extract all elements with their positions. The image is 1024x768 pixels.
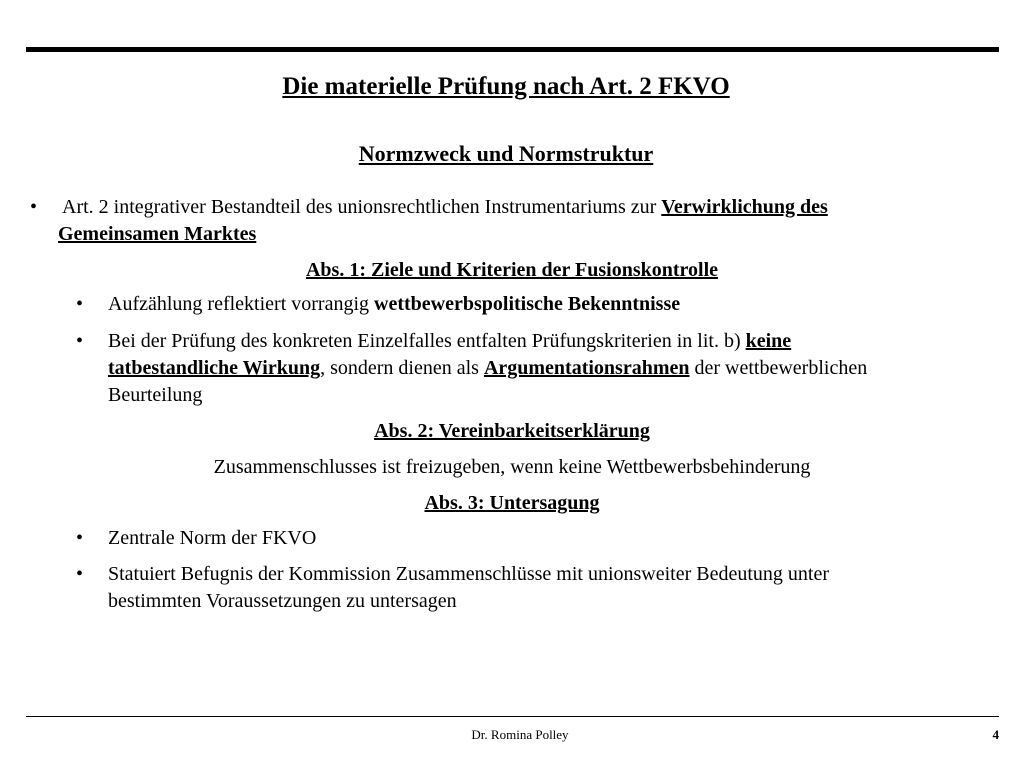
abs3-bullet-item-1 — [76, 525, 996, 552]
slide-subtitle: Normzweck und Normstruktur — [358, 141, 654, 166]
bullet-icon: • — [76, 293, 84, 315]
intro-emphasis-1: Verwirklichung des — [661, 196, 828, 218]
abs3-item1-text: Zentrale Norm der FKVO — [108, 527, 317, 549]
slide-title: Die materielle Prüfung nach Art. 2 FKVO — [282, 73, 730, 100]
abs2-text: Zusammenschlusses ist freizugeben, wenn keine Wettbewerbsbehinderung — [213, 456, 811, 478]
bullet-icon: • — [76, 330, 84, 352]
abs3-heading: Abs. 3: Untersagung — [424, 492, 600, 514]
abs1-item2-text-a: Bei der Prüfung des konkreten Einzelfalles entfalten Prüfungskriterien in lit. b) — [108, 330, 746, 352]
intro-text: Art. 2 integrativer Bestandteil des unionsrechtlichen Instrumentariums zur — [62, 196, 662, 218]
abs3-item2-line2: bestimmten Voraussetzungen zu untersagen — [108, 590, 457, 612]
abs1-bullet-text-2 — [76, 328, 996, 409]
abs1-item2-text-d: Beurteilung — [108, 384, 203, 406]
abs1-item1-text: Aufzählung reflektiert vorrangig — [108, 293, 375, 315]
intro-bullet-item — [26, 194, 986, 248]
footer-author: Dr. Romina Polley — [471, 727, 569, 742]
abs2-heading: Abs. 2: Vereinbarkeitserklärung — [374, 420, 650, 442]
intro-bullet-text — [26, 194, 986, 248]
top-divider — [26, 47, 999, 52]
abs3-bullet-item-2 — [76, 561, 996, 615]
abs1-bullet-text-1 — [76, 291, 996, 318]
intro-emphasis-2: Gemeinsamen Marktes — [58, 223, 257, 245]
abs1-item2-emphasis-a1: keine — [745, 330, 792, 352]
abs1-bullet-item-2 — [76, 328, 996, 409]
abs1-heading: Abs. 1: Ziele und Kriterien der Fusionskontrolle — [305, 259, 719, 281]
abs1-item1-emphasis: wettbewerbspolitische Bekenntnisse — [374, 293, 681, 315]
footer-divider — [26, 716, 999, 717]
bullet-icon: • — [76, 527, 84, 549]
abs1-item2-emphasis-b: Argumentationsrahmen — [483, 357, 690, 379]
abs1-item2-emphasis-a2: tatbestandliche Wirkung — [108, 357, 321, 379]
abs3-item2-line1: Statuiert Befugnis der Kommission Zusammenschlüsse mit unionsweiter Bedeutung unter — [108, 563, 830, 585]
page-number: 4 — [992, 727, 999, 742]
abs1-item2-text-c: der wettbewerblichen — [689, 357, 868, 379]
abs1-bullet-item-1 — [76, 291, 996, 318]
abs3-bullet-text-2 — [76, 561, 996, 615]
bullet-icon: • — [76, 563, 84, 585]
abs1-item2-text-b: , sondern dienen als — [320, 357, 484, 379]
bullet-icon: • — [30, 196, 38, 218]
